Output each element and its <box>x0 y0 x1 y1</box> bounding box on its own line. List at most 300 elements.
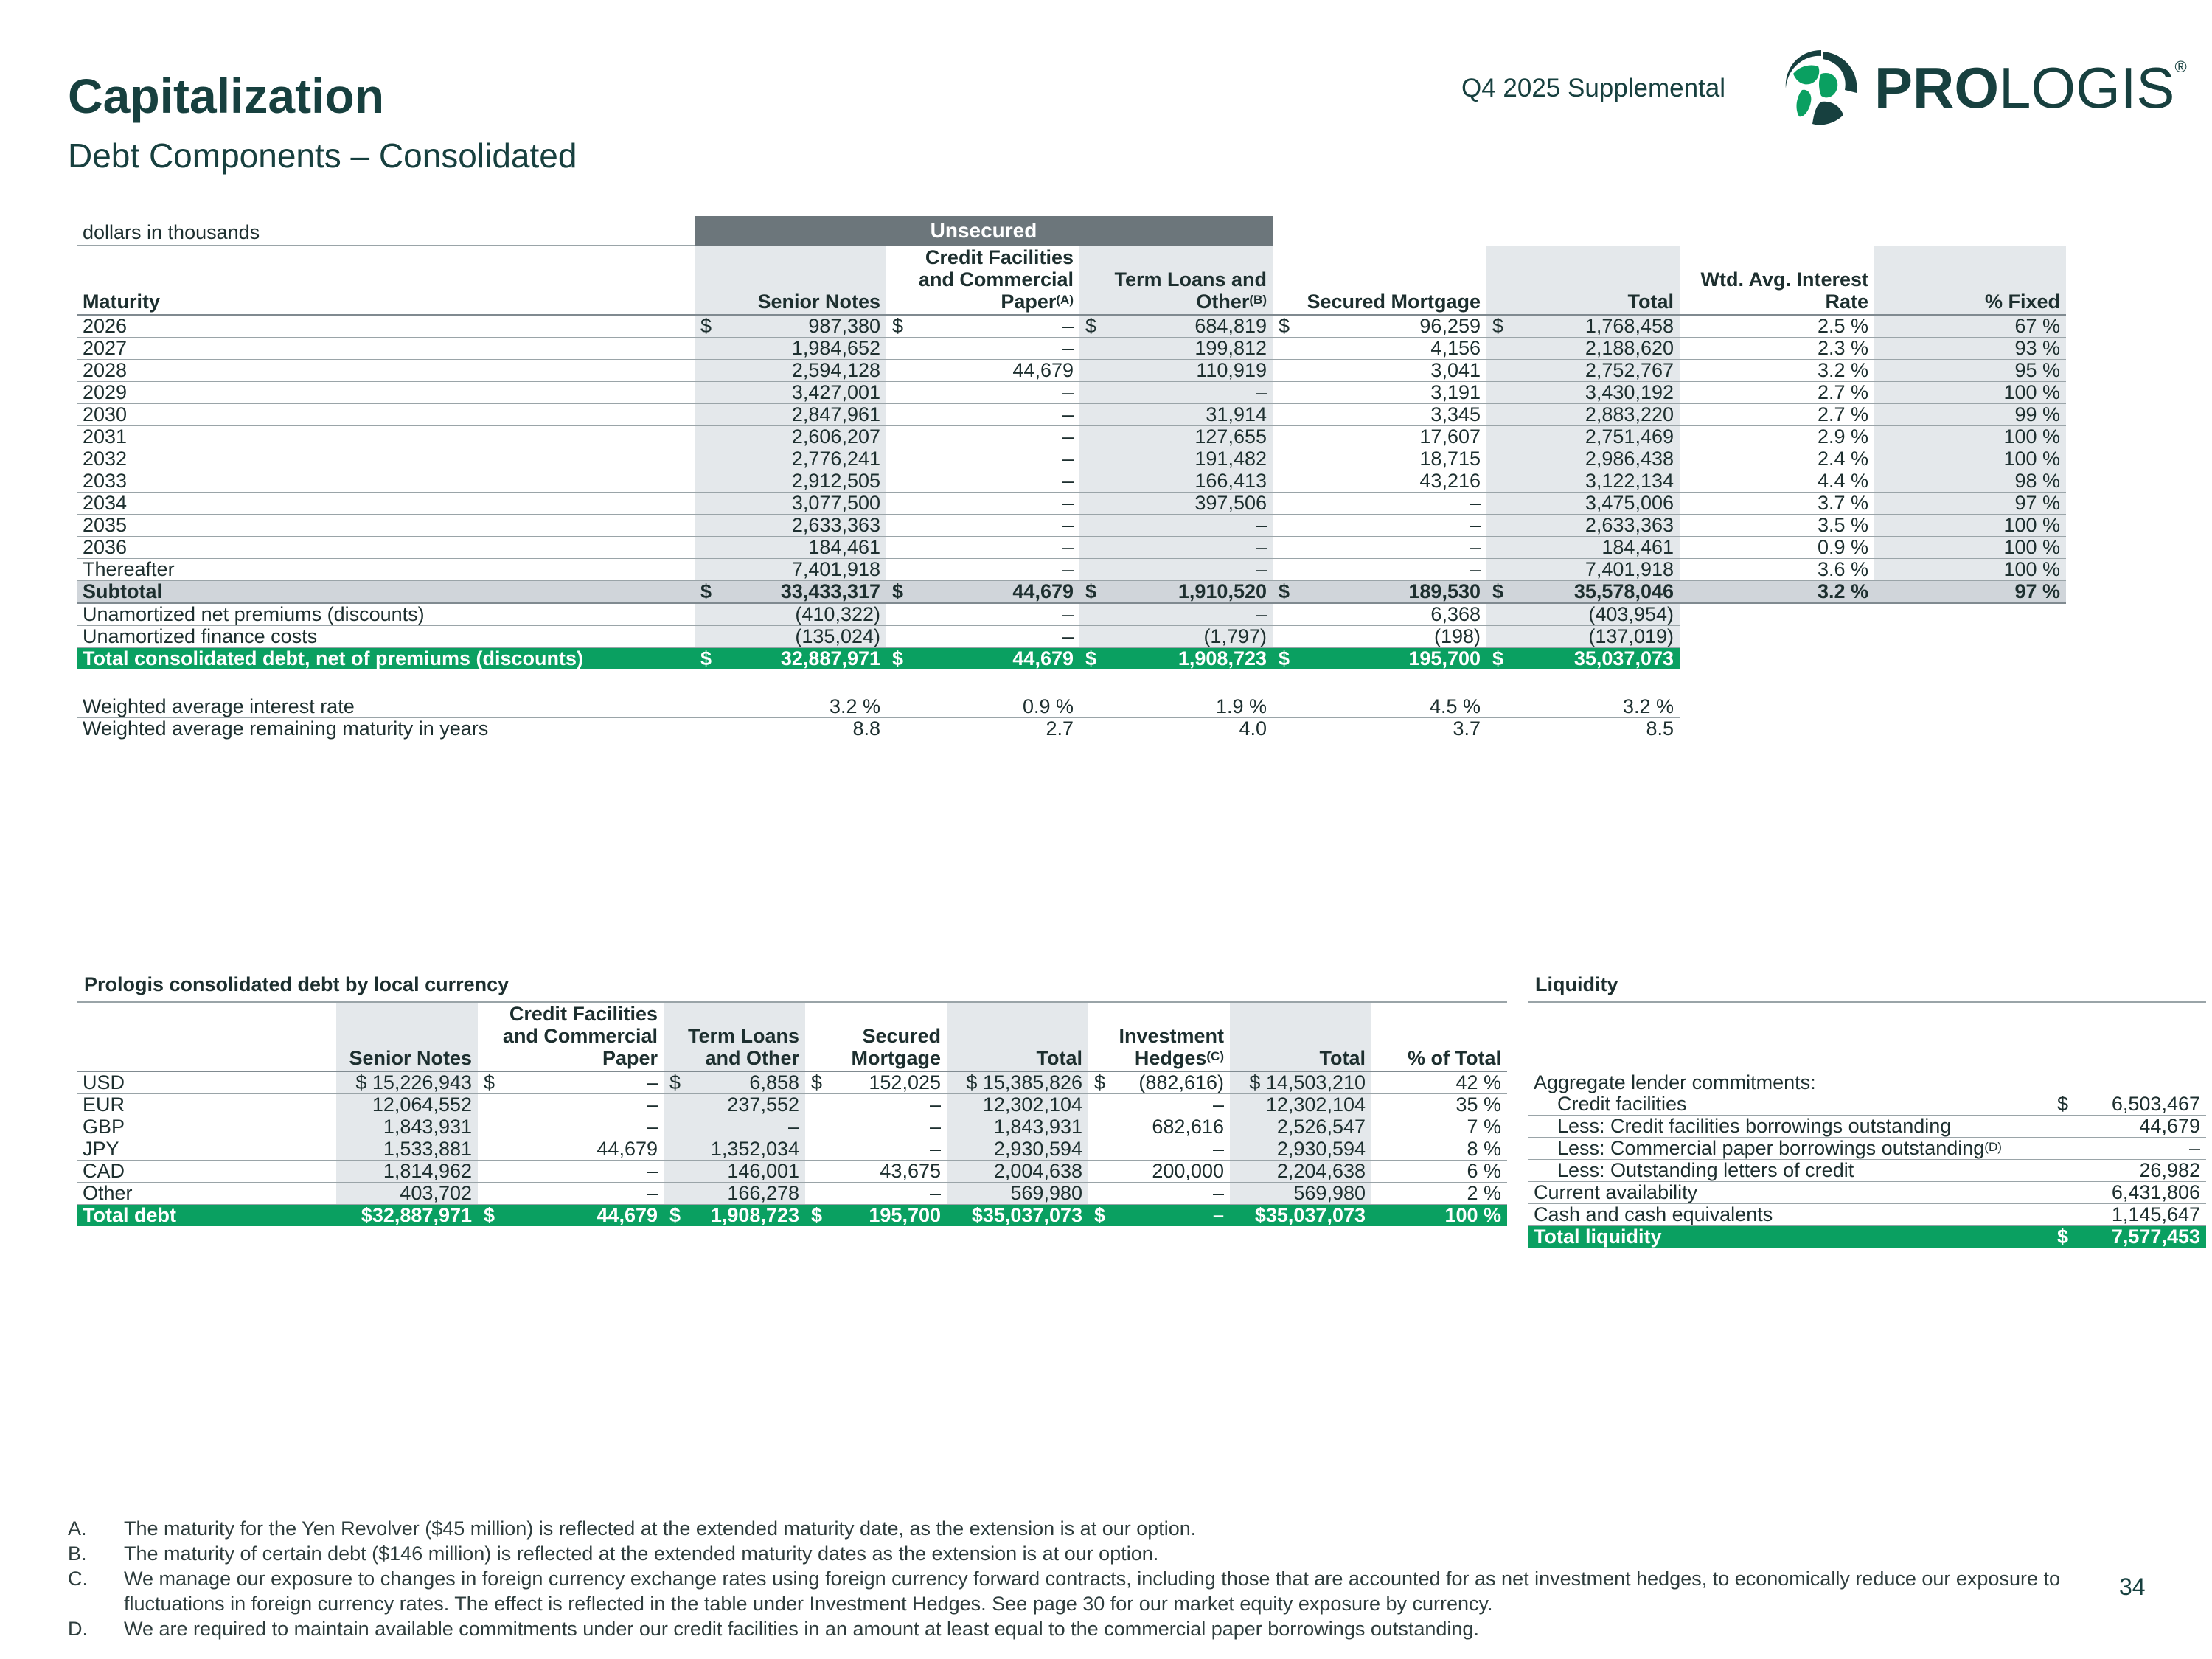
adjustment-label: Unamortized net premiums (discounts) <box>77 603 695 626</box>
dollar-sign: $ <box>811 1071 823 1093</box>
liquidity-label <box>1528 1204 2051 1226</box>
maturity-year: 2027 <box>77 338 695 360</box>
dollar-sign: $ <box>2057 1225 2069 1248</box>
cell-tl: – <box>1079 603 1273 626</box>
cell-sm: 4,156 <box>1273 338 1486 360</box>
dollar-sign: $ <box>1279 580 1290 602</box>
footnote-text: The maturity of certain debt ($146 million) is reflected at the extended maturity dates as the extension is at our option. <box>124 1543 1159 1565</box>
cell-sm: – <box>805 1183 947 1205</box>
weighted-average-row <box>77 718 1680 740</box>
cell-sm: 17,607 <box>1273 426 1486 448</box>
cell-sn: 3,427,001 <box>695 382 886 404</box>
maturity-year: 2026 <box>77 315 695 338</box>
cell-sn: (135,024) <box>695 626 886 648</box>
cell-cf <box>886 648 1079 670</box>
currency-rows <box>77 1071 1507 1226</box>
cell-fixed: 99 % <box>1874 404 2066 426</box>
cell-sn <box>695 581 886 604</box>
cell-pct: 7 % <box>1371 1116 1507 1138</box>
cell-cf: 44,679 <box>886 360 1079 382</box>
footnote <box>68 1541 2129 1566</box>
cell-fixed: 98 % <box>1874 470 2066 493</box>
cell-tl: 397,506 <box>1079 493 1273 515</box>
cell-tl: 146,001 <box>664 1161 805 1183</box>
cell-tot1: $35,037,073 <box>947 1205 1088 1227</box>
footnote <box>68 1566 2129 1616</box>
liquidity-label-text: Credit facilities <box>1557 1093 1687 1115</box>
cell-tot: (137,019) <box>1486 626 1680 648</box>
dollar-sign: $ <box>1094 1204 1106 1226</box>
dollar-sign: $ <box>811 1204 823 1226</box>
dollar-sign: $ <box>700 315 712 337</box>
cell-sm: 3,191 <box>1273 382 1486 404</box>
cell-ih <box>1088 1071 1230 1094</box>
unsecured-header: Unsecured <box>695 216 1273 246</box>
cell-sm: 3,345 <box>1273 404 1486 426</box>
liquidity-label-text: Cash and cash equivalents <box>1534 1203 1773 1225</box>
page-number: 34 <box>2119 1573 2146 1600</box>
cell-tot2: 569,980 <box>1230 1183 1371 1205</box>
cell-fixed: 67 % <box>1874 315 2066 338</box>
adjustment-row <box>77 626 2066 648</box>
cell-cf: 0.9 % <box>886 696 1079 718</box>
maturity-year: 2033 <box>77 470 695 493</box>
cell-tot1: 2,004,638 <box>947 1161 1088 1183</box>
cell-tot1: 569,980 <box>947 1183 1088 1205</box>
cell-cf: – <box>478 1116 664 1138</box>
dollar-sign: $ <box>1085 315 1097 337</box>
cell-tot2: 2,204,638 <box>1230 1161 1371 1183</box>
liquidity-label-text: Current availability <box>1534 1181 1698 1203</box>
liquidity-value-value: 6,503,467 <box>2111 1093 2200 1115</box>
dollar-sign: $ <box>892 315 904 337</box>
cell-tot: 2,986,438 <box>1486 448 1680 470</box>
table-row <box>77 493 2066 515</box>
cell-cf: 2.7 <box>886 718 1079 740</box>
cell-tot2: 2,930,594 <box>1230 1138 1371 1161</box>
cell-tot1: 2,930,594 <box>947 1138 1088 1161</box>
cell-sn: 2,776,241 <box>695 448 886 470</box>
table-row <box>77 448 2066 470</box>
footnote-text: We are required to maintain available commitments under our credit facilities in an amount at least equal to the commercial paper borrowings outstanding. <box>124 1618 1479 1640</box>
maturity-year: 2034 <box>77 493 695 515</box>
maturity-year: 2032 <box>77 448 695 470</box>
cell-ih: – <box>1088 1094 1230 1116</box>
prologis-logo <box>1777 44 2197 133</box>
cell-sm <box>805 1205 947 1227</box>
dollar-sign: $ <box>1085 647 1097 669</box>
empty-cell <box>1874 626 2066 648</box>
table-row <box>77 559 2066 581</box>
cell-cf: – <box>886 338 1079 360</box>
empty-cell <box>1874 648 2066 670</box>
debt-rows <box>77 315 2066 669</box>
cell-sm: 43,675 <box>805 1161 947 1183</box>
cell-sn-value: 32,887,971 <box>780 647 880 669</box>
wa-label: Weighted average remaining maturity in years <box>77 718 695 740</box>
dollar-sign: $ <box>700 580 712 602</box>
cell-cf: – <box>886 404 1079 426</box>
cell-sm-value: 195,700 <box>1408 647 1481 669</box>
cell-ih: 682,616 <box>1088 1116 1230 1138</box>
total-label: Total debt <box>77 1205 336 1227</box>
cell-tot2: $35,037,073 <box>1230 1205 1371 1227</box>
cell-tot: 8.5 <box>1486 718 1680 740</box>
cell-sn-value: 33,433,317 <box>780 580 880 602</box>
cell-sn: 2,912,505 <box>695 470 886 493</box>
subtotal-row <box>77 581 2066 604</box>
cell-sn: 1,984,652 <box>695 338 886 360</box>
maturity-year: 2036 <box>77 537 695 559</box>
dollar-sign: $ <box>892 647 904 669</box>
table-row <box>77 1116 1507 1138</box>
weighted-average-table <box>77 696 1680 740</box>
table-row <box>77 315 2066 338</box>
cell-ih-value: (882,616) <box>1138 1071 1224 1093</box>
liquidity-row <box>1528 1204 2206 1226</box>
cell-tot: 7,401,918 <box>1486 559 1680 581</box>
cell-tl <box>664 1071 805 1094</box>
cell-pct: 8 % <box>1371 1138 1507 1161</box>
maturity-year: 2035 <box>77 515 695 537</box>
dollar-sign: $ <box>484 1204 495 1226</box>
liquidity-label-text: Less: Commercial paper borrowings outstanding <box>1557 1137 1985 1159</box>
liquidity-label <box>1528 1072 2051 1093</box>
dollar-sign: $ <box>669 1204 681 1226</box>
cell-cf: – <box>886 559 1079 581</box>
liquidity-value: 26,982 <box>2051 1160 2206 1182</box>
dollar-sign: $ <box>1279 647 1290 669</box>
cell-tot1: 1,843,931 <box>947 1116 1088 1138</box>
dollar-sign: $ <box>1279 315 1290 337</box>
cell-tl: 31,914 <box>1079 404 1273 426</box>
cell-sm-value: 96,259 <box>1419 315 1481 337</box>
cell-sm <box>805 1071 947 1094</box>
currency-table-title: Prologis consolidated debt by local currency <box>84 973 509 995</box>
cell-tl <box>1079 581 1273 604</box>
footnote <box>68 1616 2129 1641</box>
cell-tot: 2,751,469 <box>1486 426 1680 448</box>
cell-tl <box>664 1205 805 1227</box>
currency-code: CAD <box>77 1161 336 1183</box>
supplemental-label: Q4 2025 Supplemental <box>1461 74 1726 102</box>
cell-tl: 1,352,034 <box>664 1138 805 1161</box>
cell-sm: 6,368 <box>1273 603 1486 626</box>
cell-sm-value: 152,025 <box>869 1071 941 1093</box>
cell-tl: 166,278 <box>664 1183 805 1205</box>
cell-tot: 3,430,192 <box>1486 382 1680 404</box>
cell-cf-value: 44,679 <box>597 1204 658 1226</box>
liquidity-rows <box>1528 1072 2206 1248</box>
liquidity-row <box>1528 1182 2206 1204</box>
col-credit-facilities: Credit Facilities and Commercial Paper$^{(A)}$ <box>886 246 1079 315</box>
liquidity-row <box>1528 1072 2206 1093</box>
maturity-year: 2028 <box>77 360 695 382</box>
cell-ih: 200,000 <box>1088 1161 1230 1183</box>
cell-tot1: $ 15,385,826 <box>947 1071 1088 1094</box>
total-label: Total liquidity <box>1528 1226 2051 1248</box>
cell-cf: – <box>478 1183 664 1205</box>
cell-sn: 2,606,207 <box>695 426 886 448</box>
footnote-text: We manage our exposure to changes in foreign currency exchange rates using foreign currency forward contracts, including those that are accounted for as net investment hedges, to economically reduce our exposure to fluctuations in foreign currency rates. The effect is reflected in the table under Investment Hedges. See page 30 for our market equity exposure by currency. <box>124 1568 2060 1615</box>
col-total: Total <box>947 1003 1088 1071</box>
cell-sm <box>1273 581 1486 604</box>
col-total: Total <box>1486 246 1680 315</box>
cell-cf: – <box>478 1094 664 1116</box>
cell-cf: – <box>886 426 1079 448</box>
footnote-text: The maturity for the Yen Revolver ($45 million) is reflected at the extended maturity date, as the extension is at our option. <box>124 1517 1197 1540</box>
col-term-loans: Term Loans and Other$^{(B)}$ <box>1079 246 1273 315</box>
empty-cell <box>1874 603 2066 626</box>
cell-fixed: 100 % <box>1874 426 2066 448</box>
table-header-row <box>77 1003 1507 1071</box>
col-secured-mortgage: Secured Mortgage <box>1273 246 1486 315</box>
empty-cell <box>1680 626 1874 648</box>
cell-cf: – <box>886 626 1079 648</box>
cell-cf: – <box>886 603 1079 626</box>
cell-sn: 1,533,881 <box>336 1138 478 1161</box>
cell-sm: 3,041 <box>1273 360 1486 382</box>
cell-tl: – <box>1079 559 1273 581</box>
cell-cf <box>478 1071 664 1094</box>
dollar-sign: $ <box>892 580 904 602</box>
footnote-marker: (D) <box>1984 1140 2002 1154</box>
cell-tl: 191,482 <box>1079 448 1273 470</box>
cell-tot2: 2,526,547 <box>1230 1116 1371 1138</box>
cell-tot: 2,752,767 <box>1486 360 1680 382</box>
cell-cf: – <box>886 537 1079 559</box>
cell-sn: 2,594,128 <box>695 360 886 382</box>
cell-rate: 3.7 % <box>1680 493 1874 515</box>
table-row <box>77 338 2066 360</box>
debt-maturity-table <box>77 246 2066 669</box>
cell-sm <box>1273 648 1486 670</box>
liquidity-value: – <box>2051 1138 2206 1160</box>
cell-tot2: $ 14,503,210 <box>1230 1071 1371 1094</box>
cell-cf-value: – <box>1062 315 1074 337</box>
cell-rate: 2.9 % <box>1680 426 1874 448</box>
weighted-average-row <box>77 696 1680 718</box>
liquidity-row <box>1528 1116 2206 1138</box>
cell-sn: 1,814,962 <box>336 1161 478 1183</box>
liquidity-value: 44,679 <box>2051 1116 2206 1138</box>
cell-tl: 110,919 <box>1079 360 1273 382</box>
cell-sm: – <box>1273 559 1486 581</box>
col-secured-mortgage: Secured Mortgage <box>805 1003 947 1071</box>
col-senior-notes: Senior Notes <box>336 1003 478 1071</box>
total-value-value: 7,577,453 <box>2111 1225 2200 1248</box>
cell-sm: 18,715 <box>1273 448 1486 470</box>
cell-sm: – <box>805 1116 947 1138</box>
cell-rate: 2.7 % <box>1680 404 1874 426</box>
currency-debt-table <box>77 1003 1507 1226</box>
cell-cf: – <box>886 382 1079 404</box>
cell-rate: 3.2 % <box>1680 360 1874 382</box>
cell-pct: 35 % <box>1371 1094 1507 1116</box>
dollar-sign: $ <box>2057 1093 2069 1115</box>
cell-rate: 2.4 % <box>1680 448 1874 470</box>
table-row <box>77 515 2066 537</box>
cell-sm: 4.5 % <box>1273 696 1486 718</box>
cell-tl <box>1079 648 1273 670</box>
cell-sm: – <box>805 1138 947 1161</box>
cell-fixed: 100 % <box>1874 382 2066 404</box>
table-row <box>77 1071 1507 1094</box>
cell-fixed: 97 % <box>1874 581 2066 604</box>
cell-sm: – <box>805 1094 947 1116</box>
cell-cf-value: 44,679 <box>1012 647 1074 669</box>
cell-tot-value: 35,037,073 <box>1573 647 1674 669</box>
cell-tl: 166,413 <box>1079 470 1273 493</box>
cell-tot: 184,461 <box>1486 537 1680 559</box>
maturity-year: Thereafter <box>77 559 695 581</box>
cell-tl-value: 1,908,723 <box>1178 647 1267 669</box>
col-percent-total: % of Total <box>1371 1003 1507 1071</box>
liquidity-label-text: Less: Outstanding letters of credit <box>1557 1159 1854 1181</box>
liquidity-label-text: Less: Credit facilities borrowings outstanding <box>1557 1115 1952 1137</box>
col-currency <box>77 1003 336 1071</box>
cell-sn-value: 987,380 <box>808 315 880 337</box>
maturity-year: 2031 <box>77 426 695 448</box>
cell-tot2: 12,302,104 <box>1230 1094 1371 1116</box>
cell-ih-value: – <box>1212 1204 1224 1226</box>
cell-sn <box>695 648 886 670</box>
cell-cf: – <box>478 1161 664 1183</box>
cell-tot: 2,883,220 <box>1486 404 1680 426</box>
table-row <box>77 404 2066 426</box>
cell-sm: – <box>1273 493 1486 515</box>
cell-rate: 2.3 % <box>1680 338 1874 360</box>
cell-sn: 12,064,552 <box>336 1094 478 1116</box>
cell-tl: 199,812 <box>1079 338 1273 360</box>
liquidity-spacer <box>1528 1003 2206 1072</box>
cell-tl-value: 1,910,520 <box>1178 580 1267 602</box>
table-row <box>77 360 2066 382</box>
cell-tot: 3,122,134 <box>1486 470 1680 493</box>
cell-sn: 403,702 <box>336 1183 478 1205</box>
cell-tl: 127,655 <box>1079 426 1273 448</box>
cell-tot: 3,475,006 <box>1486 493 1680 515</box>
cell-cf: – <box>886 448 1079 470</box>
cell-tl-value: 684,819 <box>1194 315 1267 337</box>
cell-tot-value: 35,578,046 <box>1573 580 1674 602</box>
footnote-key: D. <box>68 1618 88 1640</box>
table-row <box>77 382 2066 404</box>
cell-tl-value: 1,908,723 <box>710 1204 799 1226</box>
cell-tl: (1,797) <box>1079 626 1273 648</box>
cell-tot: 2,188,620 <box>1486 338 1680 360</box>
cell-tot <box>1486 581 1680 604</box>
total-label: Total consolidated debt, net of premiums (discounts) <box>77 648 695 670</box>
footnote <box>68 1516 2129 1541</box>
cell-sn: 7,401,918 <box>695 559 886 581</box>
cell-cf-value: – <box>646 1071 658 1093</box>
cell-sn <box>695 315 886 338</box>
cell-cf <box>478 1205 664 1227</box>
cell-sn: 184,461 <box>695 537 886 559</box>
footnote-key: B. <box>68 1543 87 1565</box>
total-row <box>77 648 2066 670</box>
cell-pct: 6 % <box>1371 1161 1507 1183</box>
liquidity-row <box>1528 1160 2206 1182</box>
dollar-sign: $ <box>1094 1071 1106 1093</box>
cell-fixed: 100 % <box>1874 448 2066 470</box>
cell-tl: – <box>1079 515 1273 537</box>
maturity-year: 2030 <box>77 404 695 426</box>
liquidity-label-text: Aggregate lender commitments: <box>1534 1072 1816 1093</box>
cell-tot: 2,633,363 <box>1486 515 1680 537</box>
cell-sn: $ 15,226,943 <box>336 1071 478 1094</box>
cell-tot <box>1486 315 1680 338</box>
cell-sm-value: 195,700 <box>869 1204 941 1226</box>
cell-cf-value: 44,679 <box>1012 580 1074 602</box>
table-row <box>77 426 2066 448</box>
page-title: Capitalization <box>68 69 385 123</box>
cell-sm: 3.7 <box>1273 718 1486 740</box>
liquidity-value: 1,145,647 <box>2051 1204 2206 1226</box>
cell-sm: – <box>1273 537 1486 559</box>
footnote-key: C. <box>68 1568 88 1590</box>
table-header-row <box>77 246 2066 315</box>
cell-ih: – <box>1088 1138 1230 1161</box>
dollar-sign: $ <box>1492 647 1504 669</box>
table-row <box>77 470 2066 493</box>
cell-fixed: 97 % <box>1874 493 2066 515</box>
dollar-sign: $ <box>1492 315 1504 337</box>
col-percent-fixed: % Fixed <box>1874 246 2066 315</box>
cell-sm <box>1273 315 1486 338</box>
currency-code: JPY <box>77 1138 336 1161</box>
empty-cell <box>1680 648 1874 670</box>
cell-rate: 3.5 % <box>1680 515 1874 537</box>
total-row <box>77 1205 1507 1227</box>
cell-fixed: 100 % <box>1874 537 2066 559</box>
cell-tl: 1.9 % <box>1079 696 1273 718</box>
currency-code: Other <box>77 1183 336 1205</box>
table-row <box>77 1138 1507 1161</box>
liquidity-row <box>1528 1093 2206 1116</box>
empty-cell <box>1680 603 1874 626</box>
table-row <box>77 1094 1507 1116</box>
liquidity-title: Liquidity <box>1535 973 1618 995</box>
dollar-sign: $ <box>669 1071 681 1093</box>
cell-cf <box>886 315 1079 338</box>
cell-rate: 0.9 % <box>1680 537 1874 559</box>
dollar-sign: $ <box>700 647 712 669</box>
cell-tl: 4.0 <box>1079 718 1273 740</box>
cell-rate: 3.6 % <box>1680 559 1874 581</box>
currency-code: GBP <box>77 1116 336 1138</box>
adjustment-row <box>77 603 2066 626</box>
cell-sm: – <box>1273 515 1486 537</box>
cell-fixed: 93 % <box>1874 338 2066 360</box>
cell-tl: 237,552 <box>664 1094 805 1116</box>
liquidity-label <box>1528 1160 2051 1182</box>
col-credit-facilities: Credit Facilities and Commercial Paper <box>478 1003 664 1071</box>
cell-ih: – <box>1088 1183 1230 1205</box>
cell-tl: – <box>664 1116 805 1138</box>
cell-sn: 1,843,931 <box>336 1116 478 1138</box>
cell-sm-value: 189,530 <box>1408 580 1481 602</box>
liquidity-value <box>2051 1093 2206 1116</box>
page-subtitle: Debt Components – Consolidated <box>68 136 577 175</box>
cell-tot-value: 1,768,458 <box>1585 315 1674 337</box>
table-row <box>77 537 2066 559</box>
footnote-key: A. <box>68 1517 87 1540</box>
cell-fixed: 100 % <box>1874 559 2066 581</box>
cell-tot1: 12,302,104 <box>947 1094 1088 1116</box>
cell-tl <box>1079 315 1273 338</box>
